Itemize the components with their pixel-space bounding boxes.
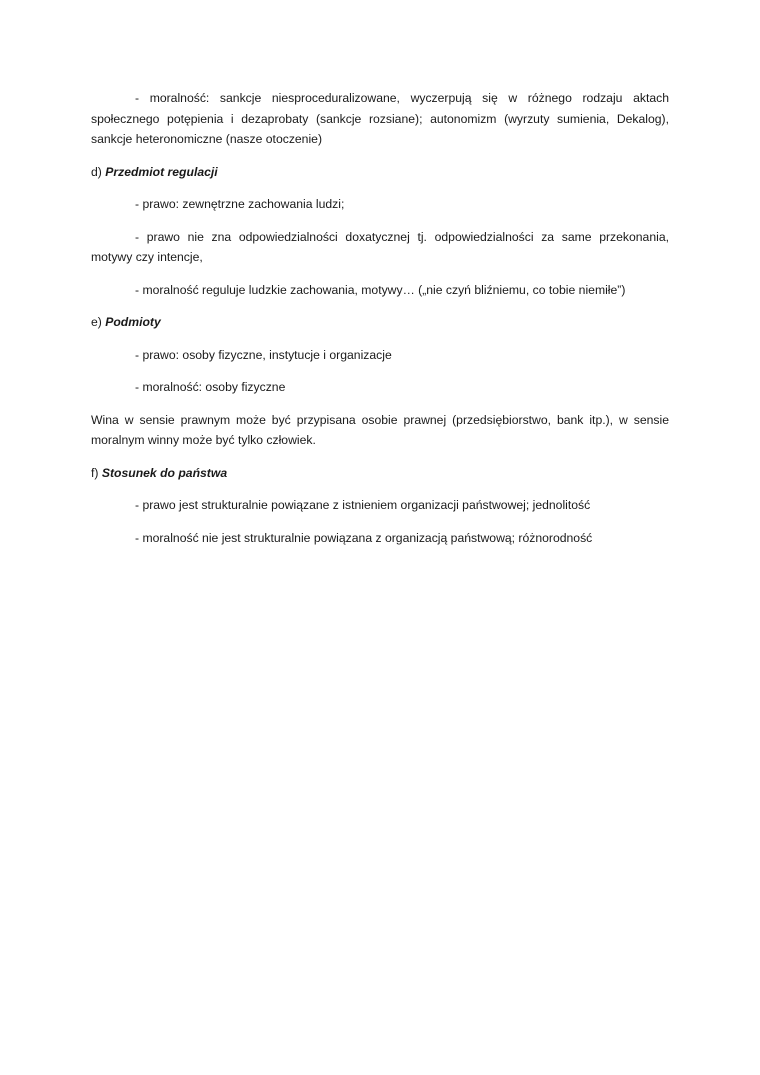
paragraph-guilt: Wina w sensie prawnym może być przypisana osobie prawnej (przedsiębiorstwo, bank itp.), w sensie moralnym winny może być tylko człowiek. — [91, 412, 669, 447]
section-heading-d — [91, 162, 669, 183]
paragraph-morality-state: - moralność nie jest strukturalnie powiązana z organizacją państwową; różnorodność — [135, 530, 593, 545]
paragraph-law-external-behaviour: - prawo: zewnętrzne zachowania ludzi; — [135, 197, 345, 211]
section-heading-f — [91, 463, 669, 484]
section-title-e: Podmioty — [105, 315, 161, 329]
document-page — [91, 88, 669, 560]
section-title-f: Stosunek do państwa — [101, 465, 228, 480]
paragraph-law-doxastic-responsibility: - prawo nie zna odpowiedzialności doxatycznej tj. odpowiedzialności za same przekonania, motywy czy intencje, — [91, 229, 669, 264]
paragraph-law-subjects: - prawo: osoby fizyczne, instytucje i organizacje — [135, 347, 392, 362]
section-prefix-d: d) — [91, 164, 106, 179]
paragraph-morality-sanctions: - moralność: sankcje niesproceduralizowane, wyczerpują się w różnego rodzaju aktach społecznego potępienia i dezaprobaty (sankcje rozsiane); autonomizm (wyrzuty sumienia, Dekalog), sankcje heteronomiczne (nasze otoczenie) — [91, 91, 669, 146]
paragraph-morality-regulates: - moralność reguluje ludzkie zachowania, motywy… („nie czyń bliźniemu, co tobie niemiłe”) — [135, 282, 626, 297]
section-heading-e — [91, 312, 669, 333]
section-prefix-e: e) — [91, 315, 106, 329]
section-prefix-f: f) — [91, 465, 102, 480]
section-title-d: Przedmiot regulacji — [105, 164, 218, 179]
paragraph-law-state: - prawo jest strukturalnie powiązane z istnieniem organizacji państwowej; jednolitość — [135, 498, 591, 512]
paragraph-morality-subjects: - moralność: osoby fizyczne — [135, 380, 286, 394]
